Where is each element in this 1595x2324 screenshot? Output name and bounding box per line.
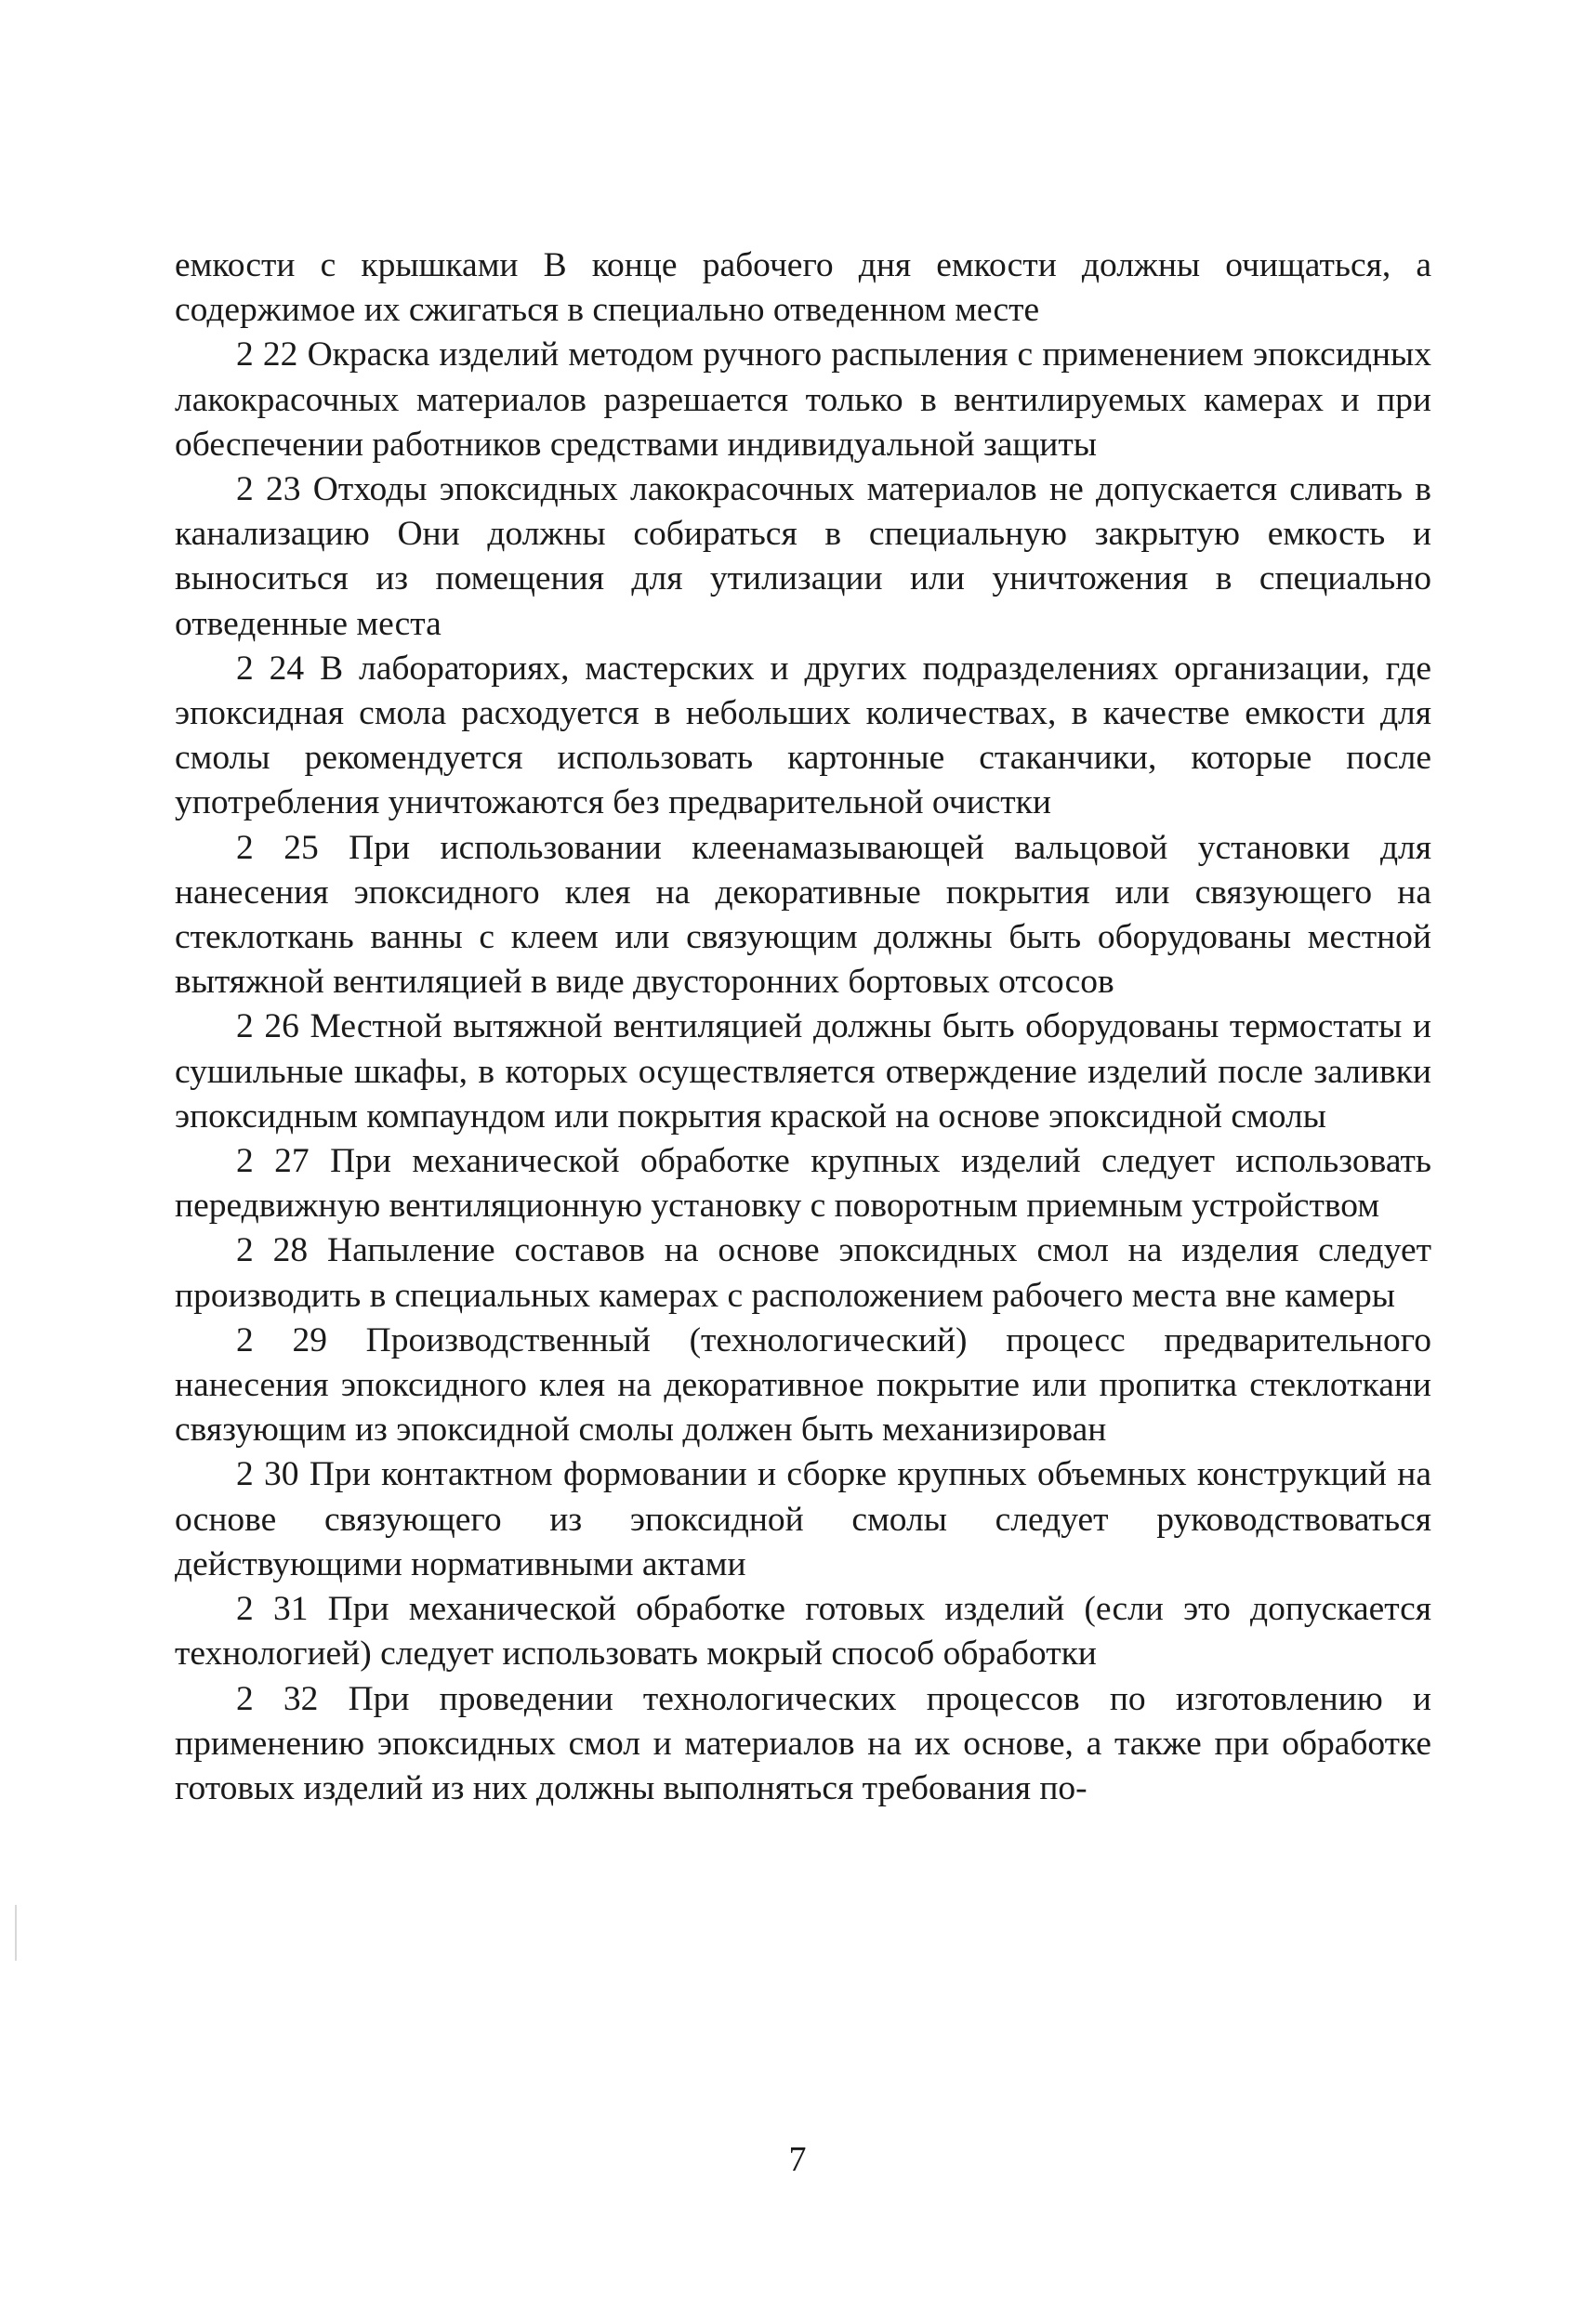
scan-edge-mark bbox=[15, 1905, 17, 1961]
document-body bbox=[175, 243, 1431, 1811]
paragraph-2-22: 2 22 Окраска изделий методом ручного распыления с применением эпоксидных лакокрасочных материалов разрешается только в вентилируемых камерах и при обеспечении работников средствами индивидуальной защиты bbox=[175, 335, 1431, 464]
paragraph-2-27: 2 27 При механической обработке крупных изделий следует использовать передвижную вентиляционную установку с поворотным приемным устройством bbox=[175, 1142, 1431, 1226]
paragraph-2-31: 2 31 При механической обработке готовых изделий (если это допускается технологией) следует использовать мокрый способ обработки bbox=[175, 1590, 1431, 1674]
paragraph-2-23: 2 23 Отходы эпоксидных лакокрасочных материалов не допускается сливать в канализацию Они должны собираться в специальную закрытую емкость и выноситься из помещения для утилизации или уничтожения в специально отведенные места bbox=[175, 470, 1431, 643]
paragraph-2-28: 2 28 Напыление составов на основе эпоксидных смол на изделия следует производить в специальных камерах с расположением рабочего места вне камеры bbox=[175, 1231, 1431, 1315]
page-number: 7 bbox=[788, 2140, 807, 2179]
paragraph-2-25: 2 25 При использовании клеенамазывающей вальцовой установки для нанесения эпоксидного клея на декоративные покрытия или связующего на стеклоткань ванны с клеем или связующим должны быть оборудованы местной вытяжной вентиляцией в виде двусторонних бортовых отсосов bbox=[175, 828, 1431, 1002]
paragraph-2-24: 2 24 В лабораториях, мастерских и других подразделениях организации, где эпоксидная смола расходуется в небольших количествах, в качестве емкости для смолы рекомендуется использовать картонные стаканчики, которые после употребления уничтожаются без предварительной очистки bbox=[175, 649, 1431, 822]
paragraph-2-30: 2 30 При контактном формовании и сборке крупных объемных конструкций на основе связующего из эпоксидной смолы следует руководствоваться действующими нормативными актами bbox=[175, 1455, 1431, 1583]
paragraph-2-26: 2 26 Местной вытяжной вентиляцией должны быть оборудованы термостаты и сушильные шкафы, в которых осуществляется отверждение изделий после заливки эпоксидным компаундом или покрытия краской на основе эпоксидной смолы bbox=[175, 1007, 1431, 1136]
paragraph-2-32: 2 32 При проведении технологических процессов по изготовлению и применению эпоксидных смол и материалов на их основе, а также при обработке готовых изделий из них должны выполняться требования по- bbox=[175, 1679, 1431, 1807]
paragraph-continuation: емкости с крышками В конце рабочего дня емкости должны очищаться, а содержимое их сжигаться в специально отведенном месте bbox=[175, 246, 1431, 330]
paragraph-2-29: 2 29 Производственный (технологический) процесс предварительного нанесения эпоксидного клея на декоративное покрытие или пропитка стеклоткани связующим из эпоксидной смолы должен быть механизирован bbox=[175, 1320, 1431, 1450]
